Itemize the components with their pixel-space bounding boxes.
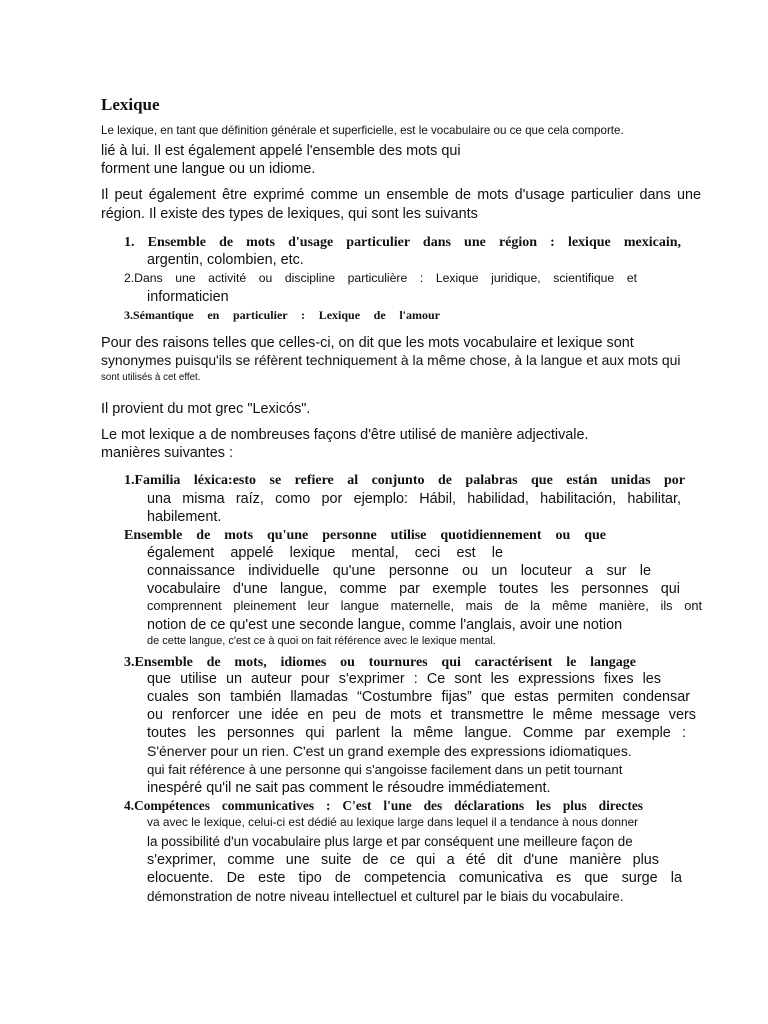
- paragraph-3-line-1: Pour des raisons telles que celles-ci, on dit que les mots vocabulaire et lexique sont: [101, 335, 634, 351]
- list-item-2-line-3: connaissance individuelle qu'une personne ou un locuteur a sur le: [147, 563, 651, 579]
- list-item-4-heading: 4.Compétences communicatives : C'est l'une des déclarations les plus directes: [124, 798, 643, 813]
- list-item-3-line-7: qui fait référence à une personne qui s'angoisse facilement dans un petit tournant: [147, 762, 623, 777]
- intro-line-2: lié à lui. Il est également appelé l'ensemble des mots qui: [101, 143, 461, 159]
- list-item-2-heading: Ensemble de mots qu'une personne utilise quotidiennement ou que: [124, 528, 606, 543]
- list-item-2-line-5: comprennent pleinement leur langue maternelle, mais de la même manière, ils ont: [147, 598, 702, 613]
- paragraph-5-line-2: manières suivantes :: [101, 445, 233, 461]
- type-2-line-1: 2.Dans une activité ou discipline particulière : Lexique juridique, scientifique et: [124, 271, 637, 285]
- list-item-1-line-2: una misma raíz, como por ejemplo: Hábil, habilidad, habilitación, habilitar,: [147, 491, 681, 507]
- list-item-2-line-2: également appelé lexique mental, ceci est le: [147, 545, 503, 561]
- intro-line-1: Le lexique, en tant que définition générale et superficielle, est le vocabulaire ou ce que cela comporte.: [101, 124, 624, 137]
- paragraph-3-line-3: sont utilisés à cet effet.: [101, 372, 201, 383]
- page-title: Lexique: [101, 95, 160, 114]
- list-item-3-line-5: toutes les personnes qui parlent la même langue. Comme par exemple :: [147, 725, 686, 741]
- list-item-4-line-6: démonstration de notre niveau intellectuel et culturel par le biais du vocabulaire.: [147, 889, 624, 904]
- list-item-3-heading: 3.Ensemble de mots, idiomes ou tournures qui caractérisent le langage: [124, 655, 636, 670]
- list-item-4-line-4: s'exprimer, comme une suite de ce qui a été dit d'une manière plus: [147, 852, 659, 868]
- list-item-3-line-3: cuales son también llamadas “Costumbre fijas” que estas permiten condensar: [147, 689, 690, 705]
- list-item-4-line-3: la possibilité d'un vocabulaire plus large et par conséquent une meilleure façon de: [147, 834, 633, 849]
- type-2-line-2: informaticien: [147, 289, 229, 305]
- list-item-1-line-3: habilement.: [147, 509, 222, 525]
- paragraph-3-line-2: synonymes puisqu'ils se réfèrent techniquement à la même chose, à la langue et aux mots qui: [101, 352, 681, 368]
- list-item-4-line-2: va avec le lexique, celui-ci est dédié au lexique large dans lequel il a tendance à nous donner: [147, 815, 639, 829]
- paragraph-2-line-1: Il peut également être exprimé comme un ensemble de mots d'usage particulier dans une: [101, 187, 701, 203]
- list-item-2-line-7: de cette langue, c'est ce à quoi on fait référence avec le lexique mental.: [147, 635, 496, 647]
- list-item-3-line-8: inespéré qu'il ne sait pas comment le résoudre immédiatement.: [147, 780, 551, 796]
- type-1-heading: 1. Ensemble de mots d'usage particulier dans une région : lexique mexicain,: [124, 235, 681, 250]
- list-item-2-line-4: vocabulaire d'une langue, comme par exemple toutes les personnes qui: [147, 581, 680, 597]
- paragraph-5-line-1: Le mot lexique a de nombreuses façons d'être utilisé de manière adjectivale.: [101, 427, 589, 443]
- list-item-3-line-2: que utilise un auteur pour s'exprimer : Ce sont les expressions fixes les: [147, 671, 661, 687]
- list-item-4-line-5: elocuente. De este tipo de competencia comunicativa es que surge la: [147, 870, 682, 886]
- type-3-heading: 3.Sémantique en particulier : Lexique de l'amour: [124, 308, 440, 322]
- list-item-3-line-6: S'énerver pour un rien. C'est un grand exemple des expressions idiomatiques.: [147, 743, 632, 759]
- type-1-line-2: argentin, colombien, etc.: [147, 252, 304, 268]
- list-item-3-line-4: ou renforcer une idée en peu de mots et transmettre le même message vers: [147, 707, 696, 723]
- list-item-2-line-6: notion de ce qu'est une seconde langue, comme l'anglais, avoir une notion: [147, 617, 623, 633]
- intro-line-3: forment une langue ou un idiome.: [101, 161, 316, 177]
- paragraph-2-line-2: région. Il existe des types de lexiques, qui sont les suivants: [101, 206, 478, 222]
- list-item-1-heading: 1.Familia léxica:esto se refiere al conjunto de palabras que están unidas por: [124, 473, 685, 488]
- paragraph-4: Il provient du mot grec "Lexicós".: [101, 401, 311, 417]
